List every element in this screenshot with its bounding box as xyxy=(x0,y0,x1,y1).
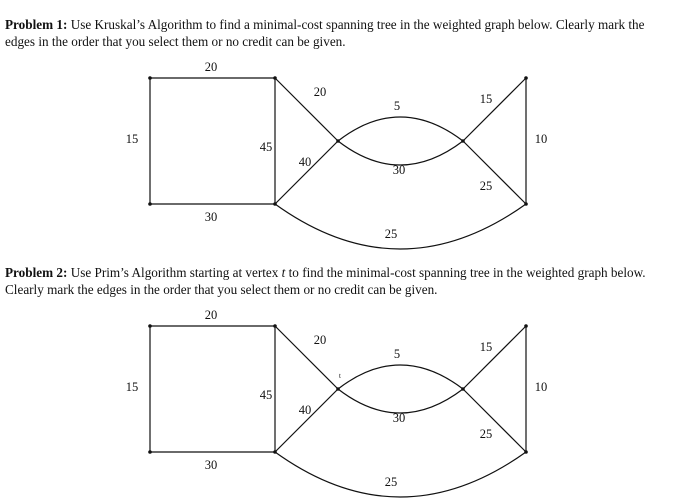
weight-right-upper: 15 xyxy=(479,340,493,354)
graph-1-weights xyxy=(126,60,548,241)
vertex-t xyxy=(336,387,340,391)
weight-top-left: 20 xyxy=(204,308,218,322)
weight-left: 15 xyxy=(125,380,139,394)
vertex xyxy=(524,76,528,80)
edge-lower-arc xyxy=(338,141,463,165)
vertex xyxy=(461,139,465,143)
weight-right-vertical: 10 xyxy=(534,380,548,394)
weight-upper-arc: 5 xyxy=(393,99,401,113)
edge-lower-arc xyxy=(338,389,463,413)
weight-upper-diagonal: 20 xyxy=(313,85,327,99)
weight-bottom-left: 30 xyxy=(204,458,218,472)
edge-lower-diagonal xyxy=(275,141,338,204)
weight-bottom-arc: 25 xyxy=(384,227,398,241)
problem-2-body-start: Use Prim’s Algorithm starting at vertex xyxy=(70,265,279,280)
weight-lower-diagonal: 40 xyxy=(298,155,312,169)
weight-lower-arc: 30 xyxy=(392,411,406,425)
edge-upper-arc xyxy=(338,365,463,389)
edge-right-lower xyxy=(463,141,526,204)
weight-right-upper: 15 xyxy=(479,92,493,106)
weight-top-left: 20 xyxy=(204,60,218,74)
problem-2-body-end: to find the minimal-cost spanning tree in the weighted graph below. Clearly mark the edges in the order that you select them or no credit can be given. xyxy=(5,265,646,297)
edge-right-upper xyxy=(463,326,526,389)
graph-1 xyxy=(0,52,681,252)
vertex xyxy=(148,202,152,206)
weight-upper-diagonal: 20 xyxy=(313,333,327,347)
vertex xyxy=(273,76,277,80)
weight-lower-arc: 30 xyxy=(392,163,406,177)
vertex xyxy=(524,450,528,454)
problem-1-text xyxy=(5,16,673,50)
weight-right-lower: 25 xyxy=(479,427,493,441)
vertex xyxy=(524,324,528,328)
graph-2-weights xyxy=(126,308,548,489)
edge-right-lower xyxy=(463,389,526,452)
vertex xyxy=(148,76,152,80)
edge-lower-diagonal xyxy=(275,389,338,452)
vertex xyxy=(524,202,528,206)
weight-lower-diagonal: 40 xyxy=(298,403,312,417)
problem-2-text xyxy=(5,264,673,298)
problem-1-body: Use Kruskal’s Algorithm to find a minimal-cost spanning tree in the weighted graph below. Clearly mark the edges in the order that you select them or no credit can be given. xyxy=(5,17,645,49)
weight-left: 15 xyxy=(125,132,139,146)
graph-2-vertices xyxy=(148,324,528,454)
vertex xyxy=(273,324,277,328)
edge-bottom-arc xyxy=(275,204,526,249)
weight-right-lower: 25 xyxy=(479,179,493,193)
vertex-t-label: t xyxy=(339,372,341,380)
vertex xyxy=(336,139,340,143)
problem-1-lead: Problem 1: xyxy=(5,17,68,32)
weight-upper-arc: 5 xyxy=(393,347,401,361)
vertex xyxy=(461,387,465,391)
edge-right-upper xyxy=(463,78,526,141)
vertex xyxy=(273,202,277,206)
edge-upper-arc xyxy=(338,117,463,141)
vertex xyxy=(273,450,277,454)
weight-middle-vertical: 45 xyxy=(259,388,273,402)
weight-bottom-arc: 25 xyxy=(384,475,398,489)
weight-right-vertical: 10 xyxy=(534,132,548,146)
weight-bottom-left: 30 xyxy=(204,210,218,224)
graph-2 xyxy=(0,300,681,500)
vertex xyxy=(148,450,152,454)
edge-upper-diagonal xyxy=(275,326,338,389)
weight-middle-vertical: 45 xyxy=(259,140,273,154)
edge-bottom-arc xyxy=(275,452,526,497)
edge-upper-diagonal xyxy=(275,78,338,141)
problem-2-lead: Problem 2: xyxy=(5,265,68,280)
problem-2-start-vertex: t xyxy=(281,265,286,280)
vertex xyxy=(148,324,152,328)
graph-1-vertices xyxy=(148,76,528,206)
